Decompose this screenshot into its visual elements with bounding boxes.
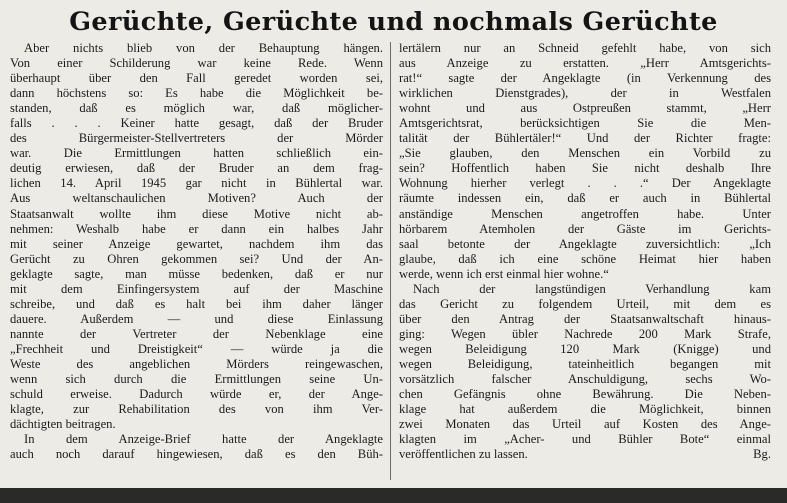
text-line: In dem Anzeige-Brief hatte der Angeklagte xyxy=(24,432,383,447)
text-line: werde, wenn ich erst einmal hier wohne.“ xyxy=(399,266,609,281)
article-headline: Gerüchte, Gerüchte und nochmals Gerüchte xyxy=(69,7,718,37)
text-line: dann höchstens so: Es habe die Möglichkeit be- xyxy=(10,86,383,101)
text-line: wenn sich durch die Ermittlungen seine Un- xyxy=(10,372,383,387)
text-line: mit seiner Anzeige gewartet, nachdem ihm das xyxy=(10,236,383,251)
text-line: „Frechheit und Dreistigkeit“ — würde ja die xyxy=(10,341,383,356)
text-line: rat!“ sagte der Angeklagte (in Verkennung des xyxy=(399,71,771,86)
text-line: wegen Beleidigung 120 Mark (Knigge) und xyxy=(399,341,771,356)
text-line: anständige Menschen angetroffen habe. Unter xyxy=(399,206,771,221)
text-line: schuld erweise. Dadurch würde er, der Ange- xyxy=(10,387,383,402)
text-line: schreibe, und daß es halt bei ihm daher länger xyxy=(10,296,383,311)
text-line: aus Anzeige zu erstatten. „Herr Amtsgerichts- xyxy=(399,56,771,71)
text-line: klagte, zur Rehabilitation des von ihm Ver- xyxy=(10,402,383,417)
final-text-line: veröffentlichen zu lassen. xyxy=(399,447,528,462)
text-line: mit dem Einfingersystem auf der Maschine xyxy=(10,281,383,296)
text-line: talität der Bühlertäler!“ Und der Richter fragte: xyxy=(399,131,771,146)
text-line: klagten im „Acher- und Bühler Bote“ einmal xyxy=(399,432,771,447)
text-line: vorsätzlich falscher Anschuldigung, sechs Wo- xyxy=(399,372,771,387)
text-line: des Bürgermeister-Stellvertreters der Mörder xyxy=(10,131,383,146)
text-line: wohnt und aus Ostpreußen stammt, „Herr xyxy=(399,101,771,116)
text-line: lertälern nur an Schneid gefehlt habe, von sich xyxy=(399,41,771,55)
text-line: Nach der langstündigen Verhandlung kam xyxy=(413,281,771,296)
text-line: standen, daß es möglich war, daß möglicher- xyxy=(10,101,383,116)
text-line: dächtigten beitragen. xyxy=(10,417,116,432)
text-line: geklagte sagte, man müsse bedenken, daß er nur xyxy=(10,266,383,281)
text-line: Staatsanwalt wollte ihm diese Motive nicht ab- xyxy=(10,206,383,221)
text-line: zwei Monaten das Urteil auf Kosten des Ange- xyxy=(399,417,771,432)
text-line: falls . . . Keiner hatte gesagt, daß der Bruder xyxy=(10,116,383,131)
text-line: glaube, daß ich eine schöne Heimat hier haben xyxy=(399,251,771,266)
text-line: überhaupt über den Fall geredet worden sei, xyxy=(10,71,383,86)
text-line: räumte indessen ein, daß er auch in Bühlertal xyxy=(399,191,771,206)
text-line: hörbarem Atemholen der Gäste im Gerichts- xyxy=(399,221,771,236)
text-line: nannte der Vertreter der Nebenklage eine xyxy=(10,326,383,341)
text-line: Aber nichts blieb von der Behauptung hängen. xyxy=(24,41,383,55)
text-line: das Gericht zu folgendem Urteil, mit dem es xyxy=(399,296,771,311)
text-line: Von einer Schilderung war keine Rede. Wenn xyxy=(10,56,383,71)
text-line: über den Antrag der Staatsanwaltschaft hinaus- xyxy=(399,311,771,326)
text-line: Wohnung hierher verlegt . . .“ Der Angeklagte xyxy=(399,176,771,191)
text-line: „Sie glauben, den Menschen ein Vorbild zu xyxy=(399,146,771,161)
text-line: klage hat außerdem die Möglichkeit, binnen xyxy=(399,402,771,417)
right-column xyxy=(399,41,771,462)
text-line: dauere. Außerdem — und diese Einlassung xyxy=(10,311,383,326)
text-line: war. Die Ermittlungen hatten schließlich ein- xyxy=(10,146,383,161)
text-line: ging: Wegen übler Nachrede 200 Mark Strafe, xyxy=(399,326,771,341)
text-line: lichen 14. April 1945 gar nicht in Bühlertal war. xyxy=(10,176,383,191)
text-line: wegen Beleidigung, tateinheitlich begangen mit xyxy=(399,356,771,371)
left-column xyxy=(10,41,383,462)
text-line: Amtsgerichtsrat, berücksichtigen Sie die Men- xyxy=(399,116,771,131)
text-line: Weste des angeblichen Mörders reingewaschen, xyxy=(10,356,383,371)
text-line: saal betonte der Angeklagte zuversichtlich: „Ich xyxy=(399,236,771,251)
text-line: chen Gefängnis ohne Bewährung. Die Neben- xyxy=(399,387,771,402)
text-line: nehmen: Weshalb habe er dann ein halbes Jahr xyxy=(10,221,383,236)
column-divider xyxy=(390,42,391,480)
text-line: deutig erwiesen, daß der Bruder an dem frag- xyxy=(10,161,383,176)
scan-edge xyxy=(0,488,787,503)
closing-line xyxy=(399,447,771,462)
author-signature: Bg. xyxy=(753,447,771,462)
text-line: Aus weltanschaulichen Motiven? Auch der xyxy=(10,191,383,206)
text-line: sein? Hoffentlich haben Sie nicht deshalb Ihre xyxy=(399,161,771,176)
text-line: auch noch darauf hingewiesen, daß es den Büh- xyxy=(10,447,383,462)
text-line: wirklichen Dienstgrades), der in Westfalen xyxy=(399,86,771,101)
text-line: Gerücht zu Ohren gekommen sei? Und der An- xyxy=(10,251,383,266)
